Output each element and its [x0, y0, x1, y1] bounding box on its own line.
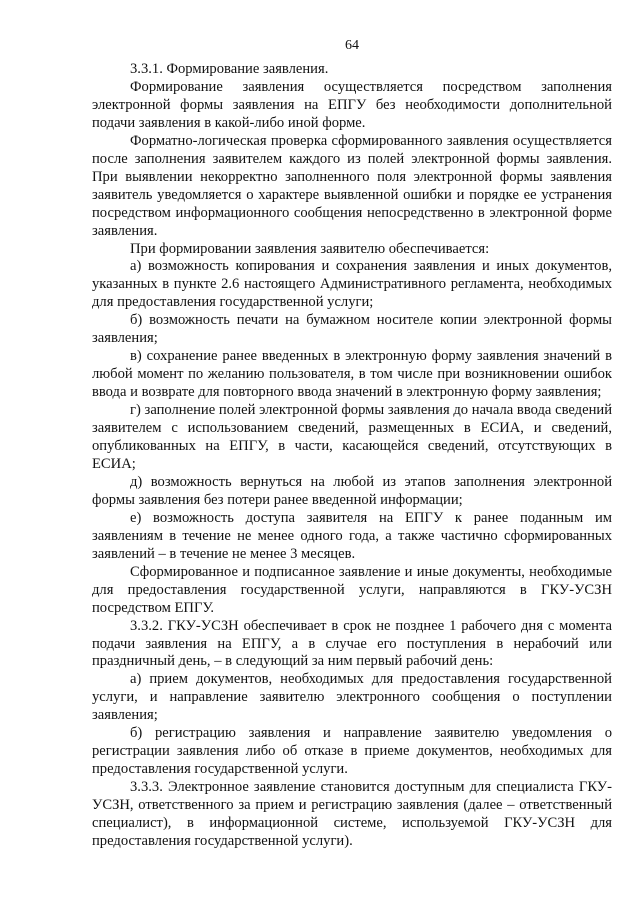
page-number: 64 [345, 38, 359, 53]
paragraph-submission: Сформированное и подписанное заявление и иные документы, необходимые для предоставления государственной услуги, направляются в ГКУ-УСЗН посредством ЕПГУ. [92, 563, 612, 616]
paragraph-3-3-2: 3.3.2. ГКУ-УСЗН обеспечивает в срок не позднее 1 рабочего дня с момента подачи заявления на ЕПГУ, а в случае его поступления в нерабочий или праздничный день, – в следующий за ним первый рабочий день: [92, 617, 612, 670]
paragraph-3-3-1-heading: 3.3.1. Формирование заявления. [130, 61, 329, 77]
list-item-v: в) сохранение ранее введенных в электронную форму заявления значений в любой момент по желанию пользователя, в том числе при возникновении ошибок ввода и возврате для повторного ввода значений в электронную форму заявления; [92, 348, 612, 401]
paragraph-provisions-intro: При формировании заявления заявителю обеспечивается: [130, 240, 490, 257]
document-body [92, 61, 612, 851]
list-item-g: г) заполнение полей электронной формы заявления до начала ввода сведений заявителем с использованием сведений, размещенных в ЕСИА, и сведений, опубликованных на ЕПГУ, в части, касающейся сведений, отсутствующих в ЕСИА; [92, 402, 612, 472]
list-item-b: б) возможность печати на бумажном носителе копии электронной формы заявления; [92, 312, 612, 347]
list-item-a: а) возможность копирования и сохранения заявления и иных документов, указанных в пункте 2.6 настоящего Административного регламента, необходимых для предоставления государственной услуги; [92, 258, 612, 311]
paragraph-format-check: Форматно-логическая проверка сформированного заявления осуществляется после заполнения заявителем каждого из полей электронной формы заявления. При выявлении некорректно заполненного поля электронной формы заявления заявитель уведомляется о характере выявленной ошибки и порядке ее устранения посредством информационного сообщения непосредственно в электронной форме заявления. [92, 132, 612, 239]
document-page [92, 0, 612, 905]
list-item-3-3-2-a: а) прием документов, необходимых для предоставления государственной услуги, и направление заявителю электронного сообщения о поступлении заявления; [92, 671, 612, 724]
list-item-d: д) возможность вернуться на любой из этапов заполнения электронной формы заявления без потери ранее введенной информации; [92, 473, 612, 508]
list-item-3-3-2-b: б) регистрацию заявления и направление заявителю уведомления о регистрации заявления либо об отказе в приеме документов, необходимых для предоставления государственной услуги. [92, 725, 612, 778]
paragraph-formation: Формирование заявления осуществляется посредством заполнения электронной формы заявления на ЕПГУ без необходимости дополнительной подачи заявления в какой-либо иной форме. [92, 78, 612, 131]
paragraph-3-3-3: 3.3.3. Электронное заявление становится доступным для специалиста ГКУ-УСЗН, ответственного за прием и регистрацию заявления (далее – ответственный специалист), в информационной системе, используемой ГКУ-УСЗН для предоставления государственной услуги). [92, 779, 612, 849]
list-item-e: е) возможность доступа заявителя на ЕПГУ к ранее поданным им заявлениям в течение не менее одного года, а также частично сформированных заявлений – в течение не менее 3 месяцев. [92, 509, 612, 562]
